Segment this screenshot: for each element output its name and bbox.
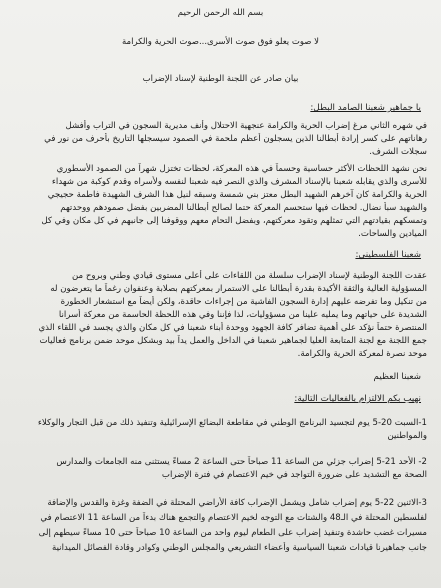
- paragraph-line: من تنكيل وما تفرضه عليهم إدارة السجون الفاشية من إجراءات حاقدة، ولكن أيضاً مع استشعار الخطورة: [60, 297, 427, 307]
- paragraph-line: عقدت اللجنة الوطنية لإسناد الإضراب سلسلة من اللقاءات على أعلى مستوى قيادي وطني وبروح من: [71, 271, 427, 281]
- paragraph-line: موحد نصرة لمعركة الحرية والكرامة.: [297, 349, 427, 359]
- paragraph-line: والشهيد سبأ نضال. لحظات فيها ستحسم المعركة حتما لصالح أبطالنا المضربين بفضل صمودهم ووحدتهم: [60, 203, 427, 213]
- section-heading: شعبنا الفلسطيني:: [355, 250, 421, 260]
- basmala: بسم الله الرحمن الرحيم: [177, 8, 264, 18]
- paragraph-line: الميادين والساحات.: [358, 229, 427, 239]
- paragraph-line: سجلات الشرف.: [369, 147, 427, 157]
- paragraph-line: جمع اللجنة مع لجنة المتابعة العليا لجماهير شعبنا في الداخل والعمل يداً بيد وبشكل موحد ضمن برنامج فعاليات: [39, 336, 427, 346]
- list-item: مسيرات غضب حاشدة وتنفيذ إضراب على الطعام ليوم واحد من الساعة 10 صباحاً حتى 10 مساءً سيطهم إلى: [38, 528, 427, 538]
- list-item: الصحة مع التشديد على ضرورة التواجد في خيم الاعتصام في فترة الإضراب: [161, 470, 427, 480]
- list-item: لفلسطين المحتلة في الـ48 والشتات مع التوجه لخيم الاعتصام والتجمع هناك بدءاً من الساعة 11 الاعتصام في: [40, 513, 427, 523]
- list-item: 2- الأحد 21-5 إضراب جزئي من الساعة 11 صباحاً حتى الساعة 2 مساءً يستثنى منه الجامعات والمدارس: [56, 457, 427, 467]
- salutation: يا جماهير شعبنا الصامد البطل:: [310, 103, 421, 113]
- statement-title: بيان صادر عن اللجنة الوطنية لإسناد الإضراب: [142, 74, 299, 84]
- list-item: والمواطنين: [387, 431, 427, 441]
- list-item: 1-السبت 20-5 يوم لتجسيد البرنامج الوطني في مقاطعة البضائع الإسرائيلية وتنفيذ ذلك من قبل التجار والوكلاء: [37, 418, 427, 428]
- paragraph-line: المسؤولية العالية والثقة الأكيدة بقدرة أبطالنا على الاستمرار بمعركتهم بصلابة وعنفوان رغماً ما يتعرضون له: [50, 284, 427, 294]
- paragraph-line: نحن نشهد اللحظات الأكثر حساسية وحسماً في هذه المعركة، لحظات تختزل شهراً من الصمود الأسطوري: [56, 164, 427, 174]
- section-heading: شعبنا العظيم: [373, 372, 421, 382]
- paragraph-line: وتمسكهم بقيادتهم التي تمثلهم وتقود معركتهم، وبفضل التحام معهم ووقوفنا إلى جانبهم في كل مكان وفي كل: [41, 216, 427, 226]
- section-heading: نهيب بكم الالتزام بالفعاليات التالية:: [294, 394, 421, 404]
- motto: لا صوت يعلو فوق صوت الأسرى...صوت الحرية والكرامة: [121, 37, 320, 47]
- paragraph-line: المنتصرة حتماً نؤكد على أهمية تضافر كافة الجهود ووحدة أبناء شعبنا في كل مكان والذي يجسد في اللقاء الذي: [38, 323, 427, 333]
- paragraph-line: للأسرى والذي يقابله شعبنا بالإسناد المشرف والذي النصر فيه شعبنا لنفسه ولأسراه وقدم كوكبة من شهداء: [51, 177, 427, 187]
- list-item: جانب جماهيرنا قيادات شعبنا السياسية وأعضاء التشريعي والمجلس الوطني وكوادر وقادة الفصائل الميدانية: [51, 543, 427, 553]
- paragraph-line: الحرية والكرامة كان آخرهم الشهيد البطل معتز بني شمسة وسبقه لنيل هذا الشرف الشهيدة فاطمة حجيجي: [47, 190, 427, 200]
- paragraph-line: الشديدة على حياتهم وما يمليه علينا من مسؤوليات، لذا فإننا وفي هذه اللحظة الحاسمة من معركة أسرانا: [58, 310, 427, 320]
- paragraph-line: في شهره الثاني مرغ إضراب الحرية والكرامة عنجهية الاحتلال وأنف مديرية السجون في التراب وأفشل: [65, 121, 427, 131]
- paragraph-line: رهاناتهم على كسر إرادة أبطالنا الذين يسجلون أعظم ملحمة في الصمود سيسجلها التاريخ بأحرف من نور في: [44, 134, 427, 144]
- list-item: 3-الاثنين 22-5 يوم إضراب شامل ويشمل الإضراب كافة الأراضي المحتلة في الضفة وغزة والقدس والإضافة: [47, 498, 427, 508]
